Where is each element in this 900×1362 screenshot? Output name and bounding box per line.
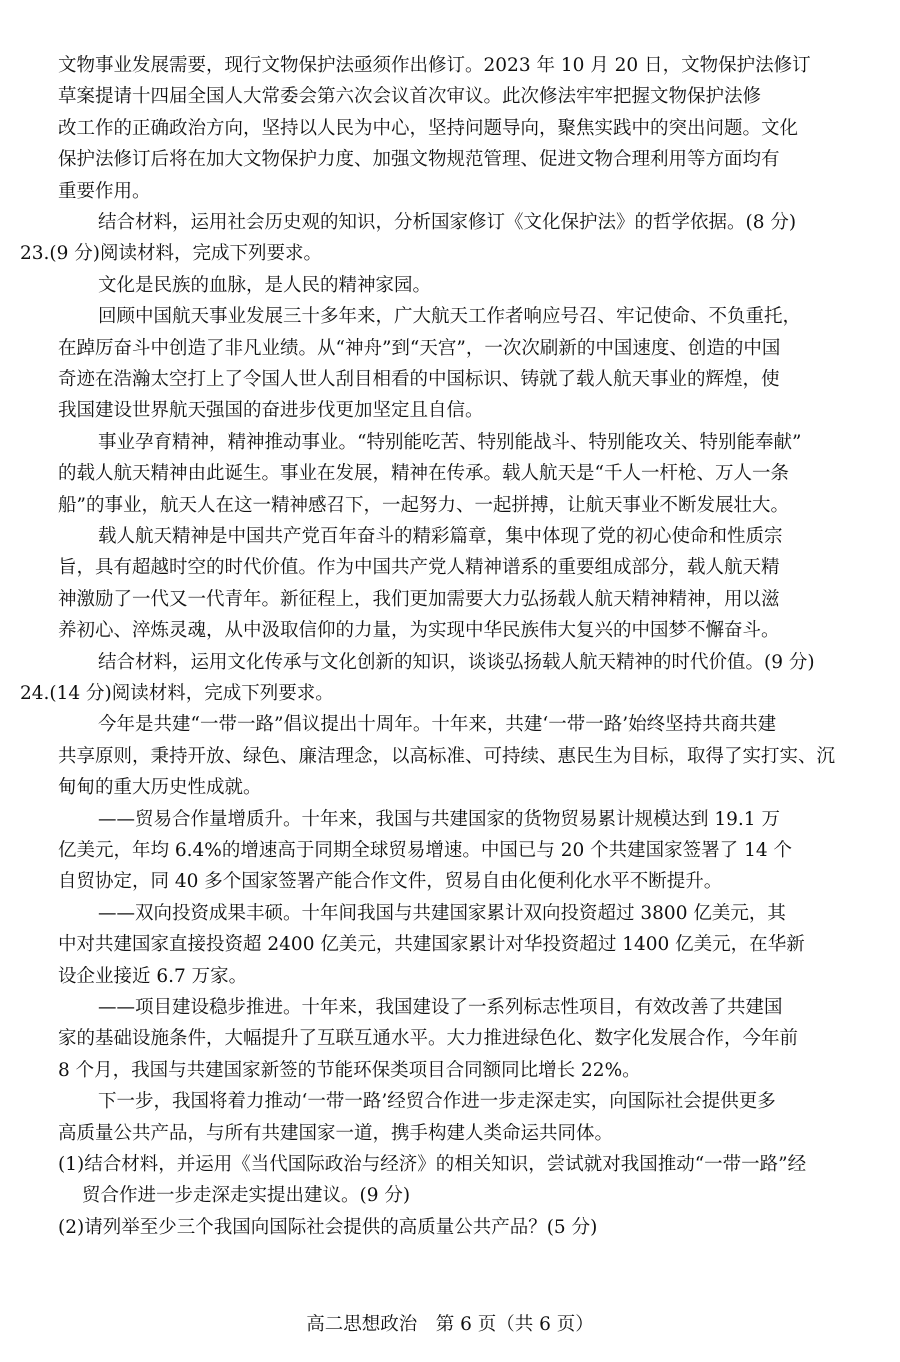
q24-paragraph: 下一步，我国将着力推动‘一带一路’经贸合作进一步走深走实，向国际社会提供更多: [98, 1091, 776, 1113]
q24-paragraph: 高质量公共产品，与所有共建国家一道，携手构建人类命运共同体。: [58, 1122, 614, 1144]
q24-paragraph: 中对共建国家直接投资超 2400 亿美元，共建国家累计对华投资超过 1400 亿美元，在华新: [58, 934, 805, 956]
q23-paragraph: 养初心、淬炼灵魂，从中汲取信仰的力量，为实现中华民族伟大复兴的中国梦不懈奋斗。: [58, 620, 780, 642]
q22-prompt: 结合材料，运用社会历史观的知识，分析国家修订《文化保护法》的哲学依据。(8 分): [98, 212, 797, 233]
q23-paragraph: 回顾中国航天事业发展三十多年来，广大航天工作者响应号召、牢记使命、不负重托，: [98, 306, 802, 328]
q24-paragraph: ——项目建设稳步推进。十年来，我国建设了一系列标志性项目，有效改善了共建国: [98, 997, 783, 1018]
q23-paragraph: 船”的事业，航天人在这一精神感召下，一起努力、一起拼搏，让航天事业不断发展壮大。: [58, 494, 789, 516]
q24-paragraph: 亿美元，年均 6.4%的增速高于同期全球贸易增速。中国已与 20 个共建国家签署了 14 个: [58, 840, 792, 861]
q23-paragraph: 旨，具有超越时空的时代价值。作为中国共产党人精神谱系的重要组成部分，载人航天精: [58, 557, 780, 579]
material-line: 改工作的正确政治方向，坚持以人民为中心，坚持问题导向，聚焦实践中的突出问题。文化: [58, 117, 799, 139]
q23-paragraph: 的载人航天精神由此诞生。事业在发展，精神在传承。载人航天是“千人一杆枪、万人一条: [58, 463, 789, 485]
material-line: 保护法修订后将在加大文物保护力度、加强文物规范管理、促进文物合理利用等方面均有: [58, 149, 780, 171]
material-line: 草案提请十四届全国人大常委会第六次会议首次审议。此次修法牢牢把握文物保护法修: [58, 86, 762, 108]
q23-paragraph: 事业孕育精神，精神推动事业。“特别能吃苦、特别能战斗、特别能攻关、特别能奉献”: [98, 431, 802, 453]
q24-paragraph: 今年是共建“一带一路”倡议提出十周年。十年来，共建‘一带一路’始终坚持共商共建: [98, 714, 777, 736]
q24-paragraph: 家的基础设施条件，大幅提升了互联互通水平。大力推进绿色化、数字化发展合作，今年前: [58, 1028, 799, 1050]
q23-paragraph: 文化是民族的血脉，是人民的精神家园。: [98, 274, 432, 296]
q24-subquestion-1-cont: 贸合作进一步走深走实提出建议。(9 分): [82, 1185, 411, 1207]
q23-prompt: 结合材料，运用文化传承与文化创新的知识，谈谈弘扬载人航天精神的时代价值。(9 分): [98, 651, 815, 673]
page-footer: 高二思想政治 第 6 页（共 6 页）: [306, 1314, 594, 1335]
q23-paragraph: 奇迹在浩瀚太空打上了令国人世人刮目相看的中国标识、铸就了载人航天事业的辉煌，使: [58, 369, 780, 390]
q23-header: 23.(9 分)阅读材料，完成下列要求。: [20, 243, 323, 265]
q23-paragraph: 神激励了一代又一代青年。新征程上，我们更加需要大力弘扬载人航天精神精神，用以滋: [58, 588, 780, 610]
q24-paragraph: 设企业接近 6.7 万家。: [58, 965, 248, 987]
q23-paragraph: 在踔厉奋斗中创造了非凡业绩。从“神舟”到“天宫”，一次次刷新的中国速度、创造的中国: [58, 337, 781, 359]
q23-paragraph: 载人航天精神是中国共产党百年奋斗的精彩篇章，集中体现了党的初心使命和性质宗: [98, 526, 783, 547]
material-line: 文物事业发展需要，现行文物保护法亟须作出修订。2023 年 10 月 20 日，文物保护法修订: [58, 55, 811, 76]
q24-paragraph: 自贸协定，同 40 多个国家签署产能合作文件，贸易自由化便利化水平不断提升。: [58, 871, 723, 893]
q24-paragraph: 共享原则，秉持开放、绿色、廉洁理念，以高标准、可持续、惠民生为目标，取得了实打实、沉: [58, 745, 836, 767]
q23-paragraph: 我国建设世界航天强国的奋进步伐更加坚定且自信。: [58, 400, 484, 422]
q24-paragraph: ——贸易合作量增质升。十年来，我国与共建国家的货物贸易累计规模达到 19.1 万: [98, 808, 780, 830]
q24-subquestion-2: (2)请列举至少三个我国向国际社会提供的高质量公共产品？(5 分): [58, 1216, 598, 1238]
q24-paragraph: 甸甸的重大历史性成就。: [58, 777, 262, 799]
material-line: 重要作用。: [58, 180, 151, 202]
q24-subquestion-1: (1)结合材料，并运用《当代国际政治与经济》的相关知识，尝试就对我国推动“一带一路”经: [58, 1154, 807, 1175]
q24-paragraph: ——双向投资成果丰硕。十年间我国与共建国家累计双向投资超过 3800 亿美元，其: [98, 902, 786, 924]
q24-paragraph: 8 个月，我国与共建国家新签的节能环保类项目合同额同比增长 22%。: [58, 1059, 641, 1081]
q24-header: 24.(14 分)阅读材料，完成下列要求。: [20, 683, 334, 704]
